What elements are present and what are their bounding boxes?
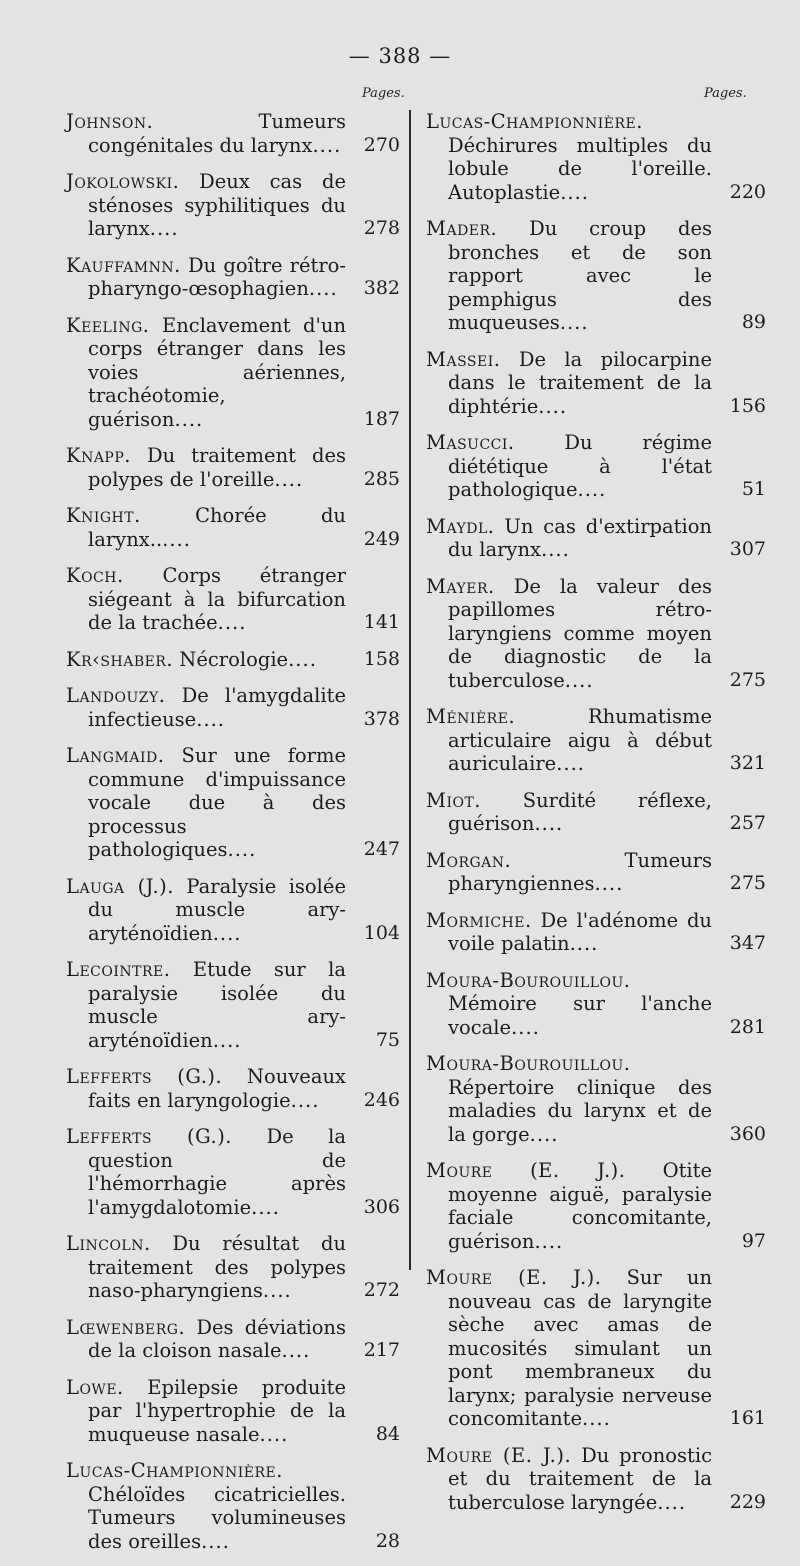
entry-author: Moura-Bourouillou. <box>426 1052 631 1075</box>
index-entry <box>426 1444 766 1515</box>
leader-dots: .... <box>288 647 317 671</box>
entry-title: Sur une forme commune d'impuissance vocale due à des processus pathologiques <box>88 744 347 861</box>
entry-title: Rhumatisme articulaire aigu à début auriculaire <box>448 705 712 775</box>
leader-dots: .... <box>196 707 225 731</box>
leader-dots: .... <box>262 1279 292 1302</box>
index-entry <box>66 254 400 301</box>
index-entry <box>426 789 766 836</box>
index-entry <box>426 110 766 204</box>
entry-page-number: 285 <box>363 467 400 490</box>
entry-author: Lucas-Championnière. <box>66 1459 283 1482</box>
leader-dots: .... <box>149 217 179 240</box>
entry-page-number: 249 <box>363 527 400 550</box>
entry-author: Mayer. <box>426 574 495 598</box>
entry-page-number: 161 <box>729 1407 766 1429</box>
leader-dots: .... <box>281 1339 311 1362</box>
entry-page-number: 97 <box>741 1229 766 1252</box>
leader-dots: .... <box>227 838 257 861</box>
entry-author: Lefferts (G.). <box>66 1065 223 1088</box>
leader-dots: .... <box>534 812 564 835</box>
entry-page-number: 382 <box>363 277 400 299</box>
entry-page-number: 306 <box>363 1195 400 1218</box>
entry-author: Moure (E. J.). <box>426 1266 602 1289</box>
leader-dots: .... <box>290 1088 320 1112</box>
entry-page-number: 187 <box>363 407 400 430</box>
index-entry <box>426 575 766 693</box>
entry-author: Moure (E. J.). <box>426 1443 572 1467</box>
index-entry <box>66 875 400 946</box>
entry-page-number: 347 <box>729 932 766 954</box>
entry-author: Koch. <box>66 564 124 587</box>
index-entry <box>66 1065 400 1112</box>
page-number: — 388 — <box>348 44 452 68</box>
leader-dots: .... <box>556 752 585 775</box>
entry-author: Langmaid. <box>66 744 165 767</box>
entry-page-number: 75 <box>375 1028 400 1051</box>
entry-author: Lecointre. <box>66 958 171 981</box>
entry-title: Tumeurs congénitales du larynx <box>88 110 346 157</box>
index-entry <box>66 684 400 731</box>
entry-author: Lauga (J.). <box>66 874 174 898</box>
index-entry <box>426 705 766 776</box>
entry-author: Lefferts (G.). <box>66 1125 233 1148</box>
index-entry <box>426 1159 766 1253</box>
entry-page-number: 51 <box>741 478 766 500</box>
entry-author: Moura-Bourouillou. <box>426 968 631 992</box>
entry-page-number: 360 <box>729 1122 766 1145</box>
leader-dots: .... <box>259 1422 289 1446</box>
entry-page-number: 247 <box>363 838 400 860</box>
index-entry <box>66 1376 400 1447</box>
leader-dots: .... <box>559 311 589 334</box>
entry-title: Mémoire sur l'anche vocale <box>448 992 712 1039</box>
leader-dots: .... <box>594 872 624 895</box>
entry-page-number: 84 <box>375 1422 400 1445</box>
index-entry <box>66 1316 400 1363</box>
entry-title: De l'adénome du voile palatin <box>448 908 712 955</box>
entry-title: Chéloïdes cicatricielles. Tumeurs volumineuses des oreilles <box>88 1482 346 1553</box>
entry-page-number: 28 <box>375 1529 400 1552</box>
entry-page-number: 217 <box>363 1339 400 1361</box>
entry-title: Chorée du larynx.. <box>88 504 346 551</box>
entry-page-number: 104 <box>363 921 400 944</box>
entry-title: Corps étranger siégeant à la bifurcation de la trachée <box>88 564 346 634</box>
entry-page-number: 257 <box>729 812 766 834</box>
entry-title: Otite moyenne aiguë, paralysie faciale concomitante, guérison <box>448 1159 713 1253</box>
entry-page-number: 278 <box>363 217 400 239</box>
entry-author: Moure (E. J.). <box>426 1159 626 1182</box>
entry-title: Du goître rétro-pharyngo-œsophagien <box>88 253 346 300</box>
leader-dots: .... <box>569 932 599 955</box>
entry-page-number: 275 <box>729 668 766 691</box>
leader-dots: .... <box>217 611 247 634</box>
entry-author: Lucas-Championnière. <box>426 110 643 133</box>
entry-author: Mormiche. <box>426 908 532 932</box>
pages-label-right: Pages. <box>704 86 747 101</box>
entry-title: De l'amygdalite infectieuse <box>88 684 347 731</box>
leader-dots: .... <box>657 1490 687 1514</box>
index-entry <box>426 431 766 502</box>
entry-author: Lowe. <box>66 1375 124 1399</box>
entry-title: Paralysie isolée du muscle ary-aryténoïdien <box>88 874 346 945</box>
entry-page-number: 281 <box>729 1015 766 1038</box>
entry-page-number: 270 <box>363 133 400 156</box>
index-entry <box>426 217 766 335</box>
entry-title: Du croup des bronches et de son rapport avec le pemphigus des muqueuses <box>448 217 712 334</box>
entry-author: Masucci. <box>426 431 515 454</box>
index-entry <box>426 1266 766 1431</box>
entry-author: Mader. <box>426 217 498 240</box>
leader-dots: .... <box>312 133 342 157</box>
entry-page-number: 141 <box>363 611 400 633</box>
entry-title: Un cas d'extirpation du larynx <box>448 514 712 561</box>
entry-author: Massei. <box>426 347 501 371</box>
column-divider <box>409 110 411 1270</box>
entry-title: Déchirures multiples du lobule de l'oreille. Autoplastie <box>448 133 712 204</box>
leader-dots: .... <box>529 1122 559 1146</box>
entry-title: Enclavement d'un corps étranger dans les voies aériennes, trachéotomie, guérison <box>88 313 347 431</box>
entry-title: Surdité réflexe, guérison <box>448 788 712 835</box>
entry-title: De la question de l'hémorrhagie après l'amygdalotomie <box>88 1125 347 1219</box>
entry-title: Etude sur la paralysie isolée du muscle ary-aryténoïdien <box>88 958 346 1052</box>
leader-dots: .... <box>511 1015 540 1039</box>
entry-title: De la valeur des papillomes rétro-laryngiens comme moyen de diagnostic de la tuberculose <box>448 574 712 692</box>
index-entry <box>426 849 766 896</box>
index-entry <box>66 314 400 432</box>
index-entry <box>66 1232 400 1303</box>
entry-title: Sur un nouveau cas de laryngite sèche avec amas de mucosités simulant un pont membraneux du larynx; paralysie nerveuse concomitante <box>448 1266 713 1430</box>
index-entry <box>66 1125 400 1219</box>
leader-dots: .... <box>174 407 204 431</box>
index-entry <box>66 110 400 157</box>
entry-author: Maydl. <box>426 514 495 538</box>
entry-page-number: 321 <box>729 752 766 774</box>
entry-page-number: 246 <box>363 1088 400 1111</box>
index-entry <box>66 744 400 862</box>
entry-author: Keeling. <box>66 313 150 337</box>
leader-dots: .... <box>560 180 589 204</box>
entry-page-number: 378 <box>363 707 400 730</box>
left-column <box>66 110 400 1566</box>
index-entry <box>66 504 400 551</box>
entry-page-number: 220 <box>729 180 766 203</box>
index-entry <box>66 1459 400 1553</box>
entry-page-number: 158 <box>363 647 400 670</box>
entry-title: Epilepsie produite par l'hypertrophie de la muqueuse nasale <box>88 1375 346 1446</box>
entry-title: Deux cas de sténoses syphilitiques du larynx <box>88 170 346 240</box>
entry-author: Ménière. <box>426 705 516 728</box>
entry-author: Miot. <box>426 788 482 812</box>
entry-page-number: 307 <box>729 538 766 560</box>
entry-author: Jokolowski. <box>66 170 180 193</box>
entry-title: Du résultat du traitement des polypes naso-pharyngiens <box>88 1232 347 1302</box>
entry-page-number: 156 <box>729 394 766 417</box>
index-entry <box>66 170 400 241</box>
entry-title: Nécrologie <box>179 647 289 671</box>
index-entry <box>426 515 766 562</box>
index-entry <box>66 564 400 635</box>
index-entry <box>426 348 766 419</box>
entry-title: Du traitement des polypes de l'oreille <box>88 444 346 491</box>
entry-author: Knapp. <box>66 444 131 467</box>
entry-title: Du régime diététique à l'état pathologique <box>448 431 712 501</box>
leader-dots: .... <box>564 668 594 692</box>
entry-author: Johnson. <box>66 110 154 133</box>
leader-dots: .... <box>577 478 607 501</box>
entry-author: Kr‹shaber. <box>66 647 174 671</box>
index-entry <box>426 909 766 956</box>
leader-dots: .... <box>274 467 304 491</box>
leader-dots: .... <box>251 1195 280 1219</box>
pages-label-left: Pages. <box>362 86 405 101</box>
leader-dots: .... <box>162 527 191 551</box>
entry-title: Tumeurs pharyngiennes <box>448 848 712 895</box>
entry-title: De la pilocarpine dans le traitement de la diphtérie <box>448 347 712 418</box>
leader-dots: .... <box>541 538 570 561</box>
leader-dots: .... <box>212 921 242 945</box>
entry-page-number: 89 <box>741 311 766 333</box>
leader-dots: .... <box>212 1028 242 1052</box>
leader-dots: .... <box>582 1407 611 1430</box>
leader-dots: .... <box>308 277 338 300</box>
entry-author: Lœwenberg. <box>66 1315 186 1339</box>
entry-title: Des déviations de la cloison nasale <box>88 1315 346 1362</box>
right-column <box>426 110 766 1527</box>
entry-title: Répertoire clinique des maladies du larynx et de la gorge <box>448 1075 712 1146</box>
entry-author: Landouzy. <box>66 684 166 707</box>
index-entry <box>426 969 766 1040</box>
index-entry <box>66 444 400 491</box>
leader-dots: .... <box>201 1529 230 1553</box>
entry-author: Lincoln. <box>66 1232 151 1255</box>
entry-author: Morgan. <box>426 848 512 872</box>
entry-title: Nouveaux faits en laryngologie <box>88 1065 347 1112</box>
entry-author: Knight. <box>66 504 141 527</box>
index-entry <box>66 648 400 672</box>
entry-author: Kauffamnn. <box>66 253 181 277</box>
entry-title: Du pronostic et du traitement de la tuberculose laryngée <box>448 1443 712 1514</box>
entry-page-number: 275 <box>729 872 766 894</box>
index-entry <box>66 958 400 1052</box>
leader-dots: .... <box>538 394 568 418</box>
leader-dots: .... <box>534 1229 564 1253</box>
entry-page-number: 229 <box>729 1490 766 1513</box>
entry-page-number: 272 <box>363 1279 400 1301</box>
index-entry <box>426 1052 766 1146</box>
